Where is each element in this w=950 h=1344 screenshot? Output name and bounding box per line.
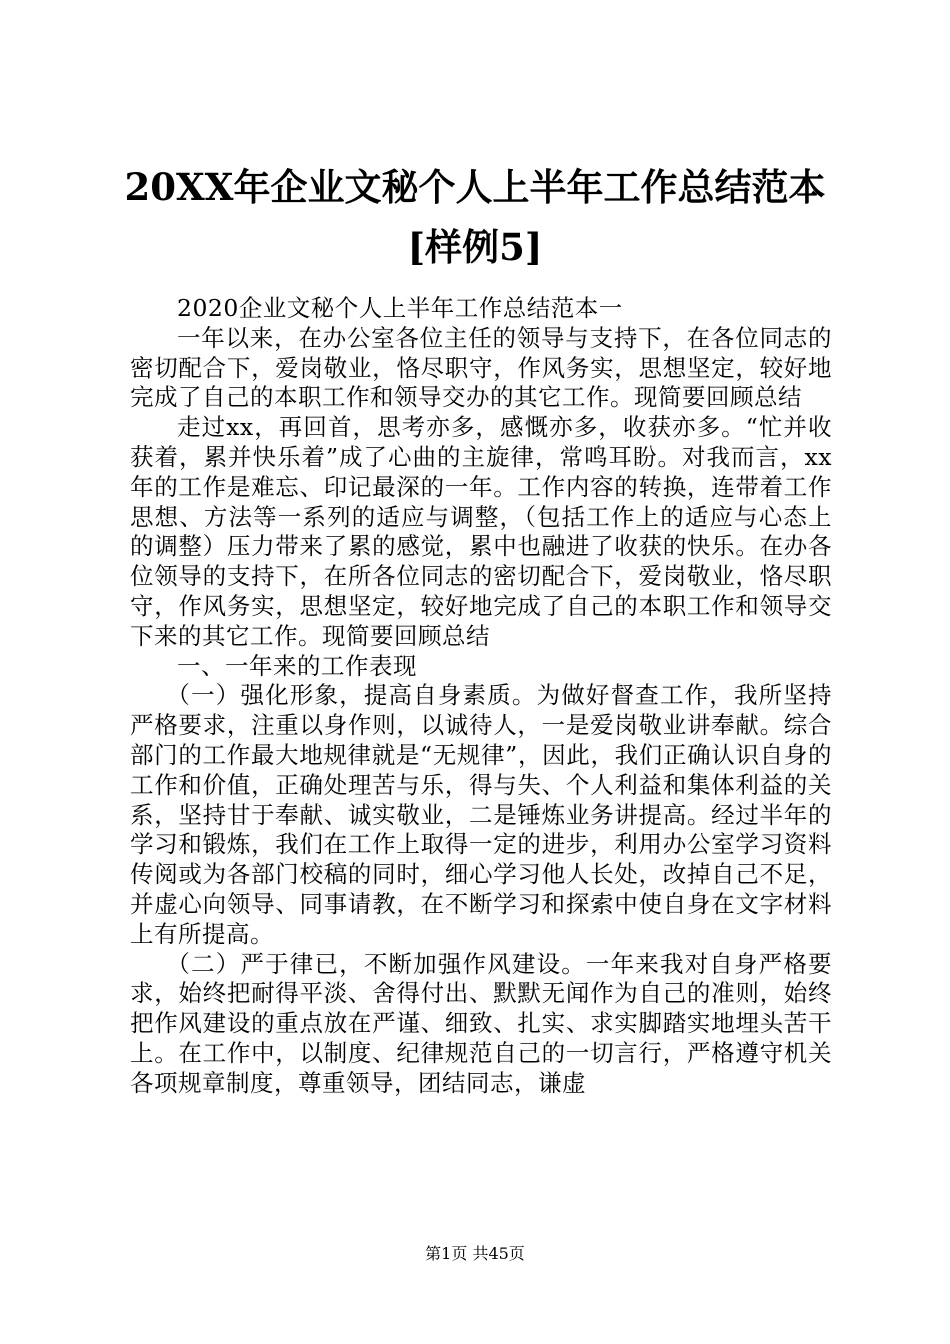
body-paragraph: （二）严于律已，不断加强作风建设。一年来我对自身严格要求，始终把耐得平淡、舍得付出、默默无闻作为自己的准则，始终把作风建设的重点放在严谨、细致、扎实、求实脚踏实地埋头苦干上。在工作中，以制度、纪律规范自己的一切言行，严格遵守机关各项规章制度，尊重领导，团结同志，谦虚	[130, 949, 832, 1097]
section-heading: 一、一年来的工作表现	[177, 651, 417, 680]
body-paragraph: 走过xx，再回首，思考亦多，感慨亦多，收获亦多。“忙并收获着，累并快乐着”成了心曲的主旋律，常鸣耳盼。对我而言，xx年的工作是难忘、印记最深的一年。工作内容的转换，连带着工作思想、方法等一系列的适应与调整，（包括工作上的适应与心态上的调整）压力带来了累的感觉，累中也融进了收获的快乐。在办各位领导的支持下，在所各位同志的密切配合下，爱岗敬业，恪尽职守，作风务实，思想坚定，较好地完成了自己的本职工作和领导交下来的其它工作。现简要回顾总结	[130, 413, 832, 650]
body-paragraph: （一）强化形象，提高自身素质。为做好督查工作，我所坚持严格要求，注重以身作则，以诚待人，一是爱岗敬业讲奉献。综合部门的工作最大地规律就是“无规律”，因此，我们正确认识自身的工作和价值，正确处理苦与乐，得与失、个人利益和集体利益的关系，坚持甘于奉献、诚实敬业，二是锤炼业务讲提高。经过半年的学习和锻炼，我们在工作上取得一定的进步，利用办公室学习资料传阅或为各部门校稿的同时，细心学习他人长处，改掉自己不足，并虚心向领导、同事请教，在不断学习和探索中使自身在文字材料上有所提高。	[130, 681, 832, 948]
document-body	[130, 294, 832, 1099]
body-paragraph: 一年以来，在办公室各位主任的领导与支持下，在各位同志的密切配合下，爱岗敬业，恪尽职守，作风务实，思想坚定，较好地完成了自己的本职工作和领导交办的其它工作。现简要回顾总结	[130, 323, 832, 412]
subheading-paragraph: 2020企业文秘个人上半年工作总结范本一	[177, 294, 623, 322]
page-footer: 第1页 共45页	[425, 1244, 525, 1263]
document-title: 20XX年企业文秘个人上半年工作总结范本[样例5]	[124, 165, 826, 269]
